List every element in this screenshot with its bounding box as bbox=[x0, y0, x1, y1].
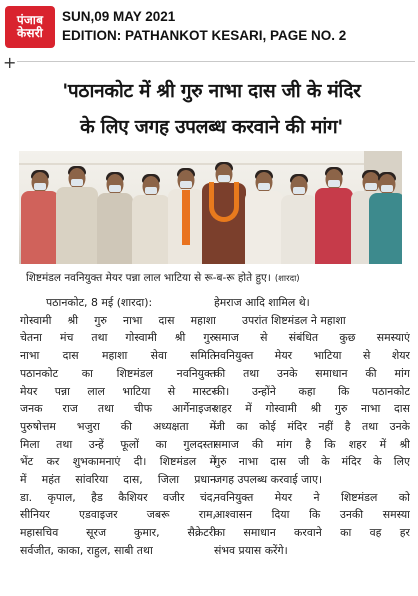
article-line: नवनियुक्त मेयर ने शिष्टमंडल को bbox=[214, 490, 410, 504]
article-line: गुरु नाभा दास जी के मंदिर के लिए bbox=[214, 455, 410, 469]
headline bbox=[14, 73, 409, 145]
photo-person bbox=[281, 176, 317, 264]
article-line: मिला तथा उन्हें फूलों का गुलदस्ता bbox=[20, 437, 216, 451]
caption-text: शिष्टमंडल नवनियुक्त मेयर पन्ना लाल भाटिया से रू-ब-रू होते हुए। bbox=[26, 272, 271, 284]
article-line: भेंट कर शुभकामनाएं दी। शिष्टमंडल में bbox=[20, 455, 216, 469]
article-line: उपरांत शिष्टमंडल ने महाशा bbox=[242, 313, 346, 327]
photo-person bbox=[168, 170, 204, 264]
headline-line-2: के लिए जगह उपलब्ध करवाने की मांग' bbox=[80, 116, 343, 138]
edition-meta bbox=[62, 7, 346, 45]
article-line: महासचिव सूरज कुमार, सैक्रेटरी bbox=[20, 526, 216, 540]
photo-person bbox=[97, 174, 133, 264]
article-line: शहर में गोस्वामी श्री गुरु नाभा दास bbox=[214, 402, 410, 416]
article-line: गोस्वामी श्री गुरु नाभा दास महाशा bbox=[20, 313, 216, 327]
article-line: संभव प्रयास करेंगे। bbox=[214, 543, 288, 557]
photo-person bbox=[56, 168, 98, 264]
article-line: जी का कोई मंदिर नहीं है तथा उनके bbox=[214, 419, 410, 433]
article-line: सीनियर एडवाइजर जबरू राम, bbox=[20, 508, 216, 522]
photo-person bbox=[132, 176, 170, 264]
article-column-left bbox=[20, 294, 216, 560]
photo-person bbox=[21, 172, 59, 264]
article-line: में महंत सांवरिया दास, जिला प्रधान bbox=[20, 473, 216, 487]
publication-date: SUN,09 MAY 2021 bbox=[62, 9, 176, 24]
photo-person bbox=[369, 174, 402, 264]
article-line: मेयर पन्ना लाल भाटिया से मास्टर bbox=[20, 384, 216, 398]
article-line: डा. कृपाल, हैड कैशियर वजीर चंद, bbox=[20, 490, 216, 504]
photo-person bbox=[202, 164, 246, 264]
photo-caption bbox=[19, 268, 402, 289]
crop-mark-icon: + bbox=[3, 53, 17, 72]
punjab-kesari-logo bbox=[5, 6, 55, 48]
article-column-right bbox=[214, 294, 410, 560]
news-photo bbox=[19, 151, 402, 264]
article-line: जनक राज तथा चीफ आर्गेनाइजर bbox=[20, 402, 216, 416]
divider-rule bbox=[17, 61, 415, 62]
article-line: सर्वजीत, काका, राहुल, साबी तथा bbox=[20, 543, 153, 557]
article-line: चेतना मंच तथा गोस्वामी श्री गुरु bbox=[20, 331, 216, 345]
article-line: नाभा दास महाशा सेवा समिति bbox=[20, 349, 216, 363]
logo-line-2: केसरी bbox=[17, 26, 43, 40]
article-line: आश्वासन दिया कि उनकी समस्या bbox=[214, 508, 410, 522]
article-line: पुरुषोत्तम भजुरा की अध्यक्षता में bbox=[20, 419, 216, 433]
article-line: का समाधान करवाने का वह हर bbox=[214, 526, 410, 540]
clipping-header bbox=[0, 0, 418, 52]
logo-line-1: पंजाब bbox=[16, 13, 44, 28]
article-line: जगह उपलब्ध करवाई जाए। bbox=[214, 473, 323, 487]
headline-line-1: 'पठानकोट में श्री गुरु नाभा दास जी के मंदिर bbox=[62, 80, 361, 102]
article-line: पठानकोट का शिष्टमंडल नवनियुक्त bbox=[20, 366, 216, 380]
article-line: की तथा उनके समाधान की मांग bbox=[214, 366, 410, 380]
edition-info: EDITION: PATHANKOT KESARI, PAGE NO. 2 bbox=[62, 28, 347, 43]
article-line: पठानकोट, 8 मई (शारदा): bbox=[46, 296, 153, 309]
photo-person bbox=[245, 172, 283, 264]
article-line: हेमराज आदि शामिल थे। bbox=[214, 296, 310, 309]
article-line: की। उन्होंने कहा कि पठानकोट bbox=[214, 384, 410, 398]
article-line: समाज की मांग है कि शहर में श्री bbox=[214, 437, 410, 451]
caption-credit: (शारदा) bbox=[274, 274, 300, 284]
article-line: नवनियुक्त मेयर भाटिया से शेयर bbox=[214, 349, 410, 363]
article-line: समाज से संबंधित कुछ समस्याएं bbox=[214, 331, 410, 345]
photo-person bbox=[315, 169, 353, 264]
